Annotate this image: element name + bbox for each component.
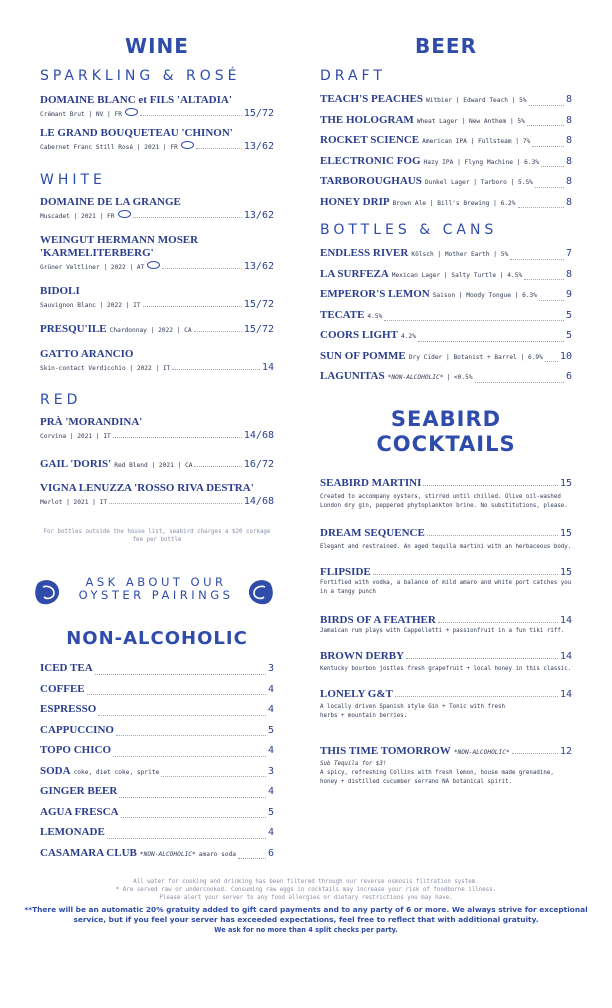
bottles-list	[320, 247, 572, 391]
cocktail-item	[320, 527, 572, 552]
beer-price: 6	[565, 371, 572, 382]
wine-price: 13/62	[243, 210, 274, 221]
beer-item	[320, 196, 572, 217]
wine-price: 13/62	[243, 141, 274, 152]
beer-item	[320, 134, 572, 155]
beer-desc: 4.2%	[400, 333, 416, 340]
wine-name: VIGNA LENUZZA 'ROSSO RIVA DESTRA'	[40, 482, 254, 494]
na-price: 5	[267, 724, 274, 736]
wine-desc: Skin-contact Verdicchio | 2022 | IT	[40, 365, 171, 372]
beer-title: BEER	[415, 34, 477, 58]
cocktail-price: 14	[559, 615, 572, 626]
beer-desc: American IPA | Fullsteam | 7%	[422, 138, 531, 145]
wine-desc: Corvina | 2021 | IT	[40, 433, 111, 440]
na-name: TOPO CHICO	[40, 744, 112, 756]
beer-desc: Saison | Moody Tongue | 6.3%	[432, 292, 538, 299]
na-item	[40, 826, 274, 847]
na-name: CAPPUCCINO	[40, 723, 114, 736]
wine-desc: Chardonnay | 2022 | CA	[109, 327, 192, 334]
cocktail-price: 12	[559, 746, 572, 757]
footer-gratuity: **There will be an automatic 20% gratuity added to gift card payments and to any party of 6 or more. We always strive for exceptional service, but if you feel your server has exceeded expectations, feel free to reflect that with additional gratuity.	[24, 905, 588, 924]
oyster-pairings-banner	[68, 576, 244, 602]
oyster-icon	[125, 108, 138, 116]
cocktail-item	[320, 650, 572, 674]
cocktail-name: THIS TIME TOMORROW	[320, 745, 451, 757]
cocktail-price: 14	[559, 689, 572, 700]
na-item	[40, 703, 274, 724]
beer-name: TARBOROUGHAUS	[320, 175, 422, 187]
cocktail-item	[320, 614, 572, 636]
beer-price: 8	[565, 94, 572, 105]
wine-title: WINE	[125, 34, 189, 58]
beer-item	[320, 288, 572, 309]
wine-desc: Cabernet Franc Still Rosé | 2021 | FR	[40, 144, 178, 151]
beer-price: 8	[565, 176, 572, 187]
beer-price: 7	[565, 248, 572, 259]
beer-name: SUN OF POMME	[320, 349, 406, 362]
wine-item	[40, 348, 274, 373]
wine-item	[40, 127, 274, 152]
wine-item	[40, 323, 274, 335]
beer-price: 8	[565, 114, 572, 126]
cocktail-sub: Sub Tequila for $3!	[320, 761, 387, 767]
na-item	[40, 662, 274, 683]
beer-tag: *NON-ALCOHOLIC*	[387, 374, 444, 381]
cocktail-item	[320, 688, 572, 721]
beer-name: ROCKET SCIENCE	[320, 134, 420, 146]
wine-name: LE GRAND BOUQUETEAU 'CHINON'	[40, 127, 233, 139]
cocktail-desc: Created to accompany oysters, stirred until chilled. Olive oil-washed London dry gin, peppered phytoplankton brine. No substitutions, please.	[320, 494, 568, 509]
wine-item	[40, 234, 274, 272]
cocktail-price: 14	[559, 651, 572, 662]
cocktails-title-line2: COCKTAILS	[376, 432, 516, 456]
beer-desc: Mexican Lager | Salty Turtle | 4.5%	[391, 271, 523, 279]
cocktail-item	[320, 477, 572, 511]
cocktail-name: DREAM SEQUENCE	[320, 527, 425, 539]
beer-name: TECATE	[320, 308, 365, 321]
wine-name: DOMAINE BLANC et FILS 'ALTADIA'	[40, 94, 232, 106]
na-name: SODA	[40, 764, 71, 777]
wine-desc: Crémant Brut | NV | FR	[40, 111, 122, 118]
na-tag: *NON-ALCOHOLIC*	[139, 850, 196, 858]
beer-item	[320, 350, 572, 371]
wine-price: 15/72	[243, 324, 274, 335]
wine-item	[40, 482, 274, 507]
na-item	[40, 785, 274, 806]
oyster-icon	[147, 261, 160, 269]
beer-item	[320, 114, 572, 135]
beer-item	[320, 309, 572, 330]
beer-desc: Dry Cider | Botanist + Barrel | 6.9%	[408, 353, 543, 361]
corkage-note: For bottles outside the house list, seabird charges a $20 corkage fee per bottle	[43, 529, 271, 543]
wine-name: PRESQU'ILE	[40, 323, 107, 335]
beer-desc: Brown Ale | Bill's Brewing | 6.2%	[392, 199, 516, 207]
na-name: LEMONADE	[40, 826, 105, 838]
cocktail-price: 15	[559, 567, 572, 578]
na-name: ESPRESSO	[40, 703, 97, 715]
beer-name: COORS LIGHT	[320, 329, 398, 341]
wine-name: WEINGUT HERMANN MOSER	[40, 234, 199, 246]
beer-desc: Kölsch | Mother Earth | 5%	[411, 251, 509, 258]
na-item	[40, 744, 274, 765]
na-desc: coke, diet coke, sprite	[73, 768, 160, 776]
beer-desc: 4.5%	[367, 312, 383, 320]
beer-item	[320, 175, 572, 196]
na-price: 3	[267, 663, 274, 674]
wine-price: 15/72	[243, 299, 274, 310]
beer-name: LAGUNITAS	[320, 370, 385, 382]
beer-price: 5	[565, 330, 572, 341]
wine-price: 14/68	[243, 430, 274, 441]
cocktail-tag: *NON-ALCOHOLIC*	[453, 749, 510, 756]
cocktail-name: BIRDS OF A FEATHER	[320, 614, 436, 626]
non-alcoholic-title: NON-ALCOHOLIC	[66, 628, 248, 649]
beer-item	[320, 370, 572, 391]
cocktail-item	[320, 745, 572, 787]
cocktails-title-line1: SEABIRD	[390, 407, 502, 431]
footer-water-note: All water for cooking and drinking has been filtered through our reverse osmosis filtration system.	[133, 879, 479, 885]
beer-price: 5	[565, 309, 572, 321]
wine-item	[40, 285, 274, 310]
oyster-icon	[181, 141, 194, 149]
na-price: 4	[267, 786, 274, 797]
wine-desc: Muscadet | 2021 | FR	[40, 213, 115, 220]
cocktail-desc: Elegant and restrained. An aged tequila martini with an herbaceous body.	[320, 544, 572, 550]
cocktail-desc: A locally driven Spanish style Gin + Tonic with fresh herbs + mountain berries.	[320, 704, 505, 719]
na-price: 4	[267, 683, 274, 695]
wine-name: DOMAINE DE LA GRANGE	[40, 196, 181, 208]
na-name: ICED TEA	[40, 662, 93, 674]
beer-price: 8	[565, 135, 572, 146]
wine-name-line2: 'KARMELITERBERG'	[40, 247, 154, 259]
beer-desc: Dunkel Lager | Tarboro | 5.5%	[424, 179, 533, 186]
wine-desc: Merlot | 2021 | IT	[40, 499, 108, 506]
beer-desc: Witbier | Edward Teach | 5%	[426, 97, 527, 104]
beer-name: TEACH'S PEACHES	[320, 93, 423, 105]
na-item	[40, 806, 274, 827]
beer-item	[320, 155, 572, 176]
beer-name: ELECTRONIC FOG	[320, 154, 421, 167]
cocktail-desc: Kentucky bourbon jostles fresh grapefruit + local honey in this classic.	[320, 666, 572, 672]
wine-price: 13/62	[243, 261, 274, 272]
wine-name: BIDOLI	[40, 285, 80, 297]
na-price: 5	[267, 806, 274, 818]
footer	[20, 878, 592, 934]
na-item	[40, 724, 274, 745]
na-item	[40, 683, 274, 704]
wine-item	[40, 196, 274, 221]
beer-desc: | <0.5%	[446, 374, 473, 381]
beer-price: 8	[565, 268, 572, 280]
na-desc: amaro soda	[198, 850, 237, 858]
beer-name: EMPEROR'S LEMON	[320, 288, 430, 300]
beer-price: 8	[565, 196, 572, 208]
oyster-icon	[118, 210, 131, 218]
cocktail-item	[320, 566, 572, 597]
oyster-shell-icon	[246, 577, 274, 607]
wine-price: 14/68	[243, 496, 274, 507]
cocktail-price: 15	[559, 478, 572, 489]
beer-item	[320, 268, 572, 289]
wine-item	[40, 94, 274, 119]
oyster-line1: ASK ABOUT OUR	[85, 575, 227, 589]
footer-split-checks: We ask for no more than 4 split checks per party.	[214, 926, 398, 934]
wine-price: 16/72	[243, 459, 274, 470]
wine-item	[40, 458, 274, 470]
na-price: 3	[267, 765, 274, 777]
beer-item	[320, 329, 572, 350]
oyster-line2: OYSTER PAIRINGS	[78, 588, 234, 602]
na-name: COFFEE	[40, 682, 85, 695]
oyster-shell-icon	[34, 577, 62, 607]
na-item	[40, 847, 274, 868]
beer-name: HONEY DRIP	[320, 195, 390, 208]
white-heading: WHITE	[40, 172, 106, 188]
na-price: 4	[267, 827, 274, 838]
beer-desc: Hazy IPA | Flyng Machine | 6.3%	[423, 158, 540, 166]
wine-name: GAIL 'DORIS'	[40, 458, 112, 470]
wine-item	[40, 416, 274, 441]
red-heading: RED	[40, 392, 82, 408]
beer-price: 10	[559, 350, 572, 362]
cocktail-desc: Jamaican rum plays with Cappelletti + passionfruit in a fun tiki riff.	[320, 628, 565, 634]
wine-price: 15/72	[243, 108, 274, 119]
cocktail-name: SEABIRD MARTINI	[320, 477, 422, 489]
wine-desc: Grüner Veltliner | 2022 | AT	[40, 264, 145, 271]
footer-raw-note: * Are served raw or undercooked. Consuming raw eggs in cocktails may increase your risk of foodborne illness.	[115, 887, 497, 893]
na-name: CASAMARA CLUB	[40, 846, 137, 859]
wine-desc: Red Blend | 2021 | CA	[114, 462, 193, 469]
draft-list	[320, 93, 572, 216]
wine-name: GATTO ARANCIO	[40, 348, 134, 360]
bottles-heading: BOTTLES & CANS	[320, 222, 498, 238]
wine-price: 14	[261, 362, 274, 373]
beer-desc: Wheat Lager | New Anthem | 5%	[416, 117, 525, 125]
beer-item	[320, 247, 572, 268]
beer-price: 9	[565, 289, 572, 300]
cocktail-name: LONELY G&T	[320, 688, 393, 700]
na-name: AGUA FRESCA	[40, 805, 119, 818]
wine-name: PRÀ 'MORANDINA'	[40, 416, 143, 428]
cocktail-name: BROWN DERBY	[320, 650, 405, 662]
na-name: GINGER BEER	[40, 785, 118, 797]
na-price: 4	[267, 704, 274, 715]
non-alcoholic-list	[40, 662, 274, 867]
na-item	[40, 765, 274, 786]
draft-heading: DRAFT	[320, 68, 386, 84]
beer-item	[320, 93, 572, 114]
beer-price: 8	[565, 155, 572, 167]
footer-allergy-note: Please alert your server to any food allergies or dietary restrictions you may have.	[159, 895, 453, 901]
cocktail-name: FLIPSIDE	[320, 566, 371, 578]
beer-name: THE HOLOGRAM	[320, 113, 414, 126]
cocktail-price: 15	[559, 528, 572, 539]
cocktails-title	[320, 407, 572, 457]
na-price: 6	[267, 847, 274, 859]
cocktail-desc: Fortified with vodka, a balance of mild amaro and white port catches you in a tangy punch	[320, 580, 572, 595]
sparkling-heading: SPARKLING & ROSÉ	[40, 68, 241, 84]
beer-name: ENDLESS RIVER	[320, 247, 409, 259]
na-price: 4	[267, 745, 274, 756]
cocktail-desc: A spicy, refreshing Collins with fresh lemon, house made grenadine, honey + distilled cucumber serrano NA botanical spirit.	[320, 770, 554, 785]
beer-name: LA SURFEZA	[320, 267, 389, 280]
wine-desc: Sauvignon Blanc | 2022 | IT	[40, 302, 141, 309]
